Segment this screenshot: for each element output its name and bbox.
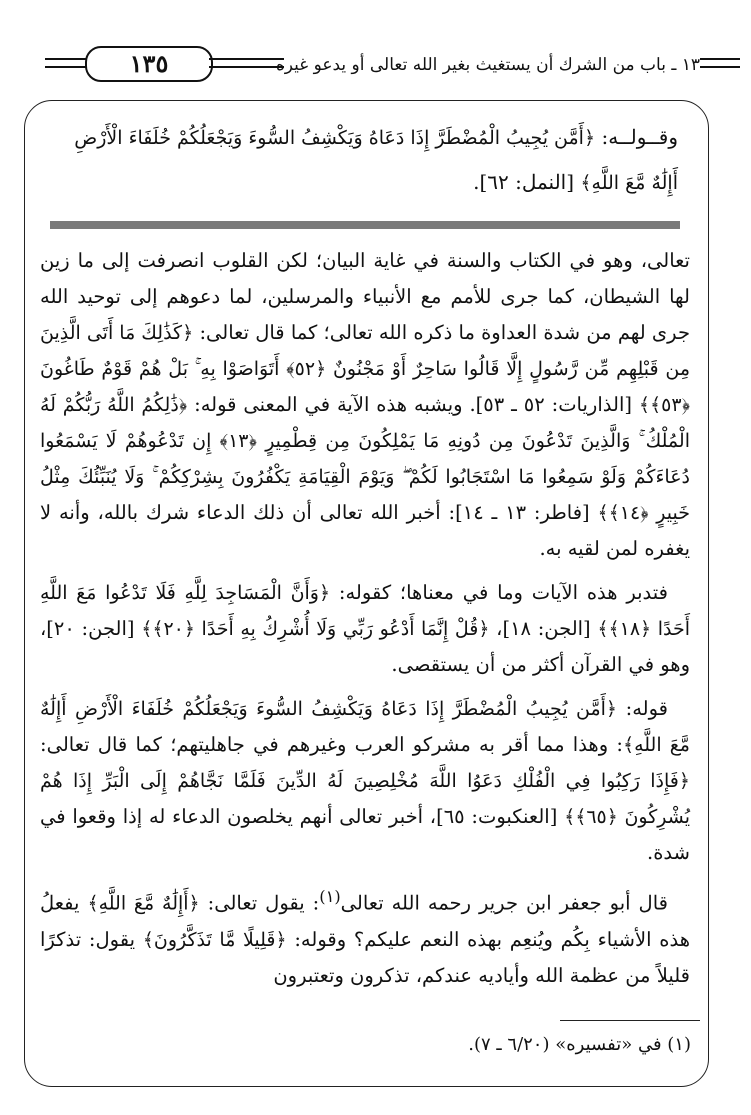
header-rule-mid-2: [209, 66, 284, 68]
text-run: : وهذا مما أقر به مشركو العرب وغيرهم في جاهليتهم؛ كما قال تعالى:: [40, 733, 623, 756]
header-rule-right: [700, 58, 740, 60]
footnote: (١) في «تفسيره» (٦/٢٠ ـ ٧).: [468, 1034, 691, 1055]
verse-lead: وقــولــه:: [595, 125, 678, 149]
text-run: [الذاريات: ٥٢ ـ ٥٣]. ويشبه هذه الآية في المعنى قوله:: [187, 393, 639, 416]
quran-verse: ﴿أَمَّن يُجِيبُ الْمُضْطَرَّ إِذَا دَعَاهُ وَيَكْشِفُ السُّوءَ وَيَجْعَلُكُمْ خُلَفَاءَ الْأَرْضِ أَإِلَٰهٌ مَّعَ اللَّهِ﴾: [74, 127, 678, 194]
quran-quote: ﴿أَمَّن يُجِيبُ الْمُضْطَرَّ إِذَا دَعَاهُ وَيَكْشِفُ السُّوءَ وَيَجْعَلُكُمْ خُلَفَاءَ الْأَرْضِ أَإِلَٰهٌ مَّعَ اللَّهِ﴾: [40, 698, 690, 756]
quran-quote: ﴿قُلْ إِنَّمَا أَدْعُو رَبِّي وَلَا أُشْرِكُ بِهِ أَحَدًا ﴿٢٠﴾﴾: [141, 618, 490, 640]
section-divider: [50, 221, 680, 229]
text-run: : يقول تعالى:: [199, 891, 320, 915]
text-run: فتدبر هذه الآيات وما في معناها؛ كقوله:: [330, 581, 668, 604]
header-rule-mid: [209, 58, 284, 60]
paragraph-3: [40, 691, 690, 871]
verse-box: [40, 115, 690, 215]
verse-citation: [النمل: ٦٢].: [473, 170, 581, 194]
text-run: [العنكبوت: ٦٥]، أخبر تعالى أنهم يخلصون الدعاء له إذا وقعوا في شدة.: [40, 805, 690, 864]
text-run: [الجن: ٢٠]، وهو في القرآن أكثر من أن يستقصى.: [40, 617, 690, 676]
quran-quote: ﴿فَإِذَا رَكِبُوا فِي الْفُلْكِ دَعَوُا اللَّهَ مُخْلِصِينَ لَهُ الدِّينَ فَلَمَّا نَجَّاهُمْ إِلَى الْبَرِّ إِذَا هُمْ يُشْرِكُونَ ﴿٦٥﴾﴾: [40, 770, 690, 828]
page-header: [0, 0, 751, 100]
quran-quote: ﴿أَإِلَٰهٌ مَّعَ اللَّهِ﴾: [87, 892, 200, 915]
text-run: يقول: تذكرًا قليلاً من عظمة الله وأياديه عندكم، تذكرون وتعتبرون: [40, 927, 690, 987]
quran-quote: ﴿ذَٰلِكُمُ اللَّهُ رَبُّكُمْ لَهُ الْمُلْكُ ۚ وَالَّذِينَ تَدْعُونَ مِن دُونِهِ مَا يَمْلِكُونَ مِن قِطْمِيرٍ ﴿١٣﴾ إِن تَدْعُوهُمْ لَا يَسْمَعُوا دُعَاءَكُمْ وَلَوْ سَمِعُوا مَا اسْتَجَابُوا لَكُمْ ۖ وَيَوْمَ الْقِيَامَةِ يَكْفُرُونَ بِشِرْكِكُمْ ۚ وَلَا يُنَبِّئُكَ مِثْلُ خَبِيرٍ ﴿١٤﴾﴾: [40, 394, 690, 524]
quran-quote: ﴿كَذَٰلِكَ مَا أَتَى الَّذِينَ مِن قَبْلِهِم مِّن رَّسُولٍ إِلَّا قَالُوا سَاحِرٌ أَوْ مَجْنُونٌ ﴿٥٢﴾ أَتَوَاصَوْا بِهِ ۚ بَلْ هُمْ قَوْمٌ طَاغُونَ ﴿٥٣﴾﴾: [40, 322, 691, 416]
header-rule-right-2: [700, 66, 740, 68]
text-run: [فاطر: ١٣ ـ ١٤]: أخبر الله تعالى أن ذلك الدعاء شرك بالله، وأنه لا يغفره لمن لقيه به.: [40, 501, 690, 560]
header-rule-left-2: [45, 66, 87, 68]
text-run: تعالى، وهو في الكتاب والسنة في غاية البيان؛ لكن القلوب انصرفت إلى ما زين لها الشيطان، كما جرى للأمم مع الأنبياء والمرسلين، لما دعوهم إلى توحيد الله جرى لهم من شدة العداوة ما ذكره الله تعالى؛ كما قال تعالى:: [40, 249, 690, 344]
footnote-ref[interactable]: (١): [319, 887, 341, 906]
text-run: يفعلُ هذه الأشياء بِكُم ويُنعِم بهذه النعم عليكم؟ وقوله:: [40, 891, 690, 951]
text-run: قال أبو جعفر ابن جرير رحمه الله تعالى: [340, 891, 668, 915]
quran-quote: ﴿وَأَنَّ الْمَسَاجِدَ لِلَّهِ فَلَا تَدْعُوا مَعَ اللَّهِ أَحَدًا ﴿١٨﴾﴾: [40, 582, 690, 640]
running-title: ١٣ ـ باب من الشرك أن يستغيث بغير الله تعالى أو يدعو غيره: [275, 55, 700, 75]
quran-quote: ﴿قَلِيلًا مَّا تَذَكَّرُونَ﴾: [142, 928, 287, 951]
text-run: قوله:: [617, 697, 669, 720]
paragraph-4: [40, 879, 690, 994]
header-rule-left: [45, 58, 87, 60]
page-content: [40, 115, 690, 1002]
footnote-divider: [560, 1020, 700, 1021]
paragraph-1: [40, 243, 690, 567]
paragraph-2: [40, 575, 690, 683]
page-number: ١٣٥: [85, 46, 213, 82]
text-run: [الجن: ١٨]،: [489, 617, 598, 640]
